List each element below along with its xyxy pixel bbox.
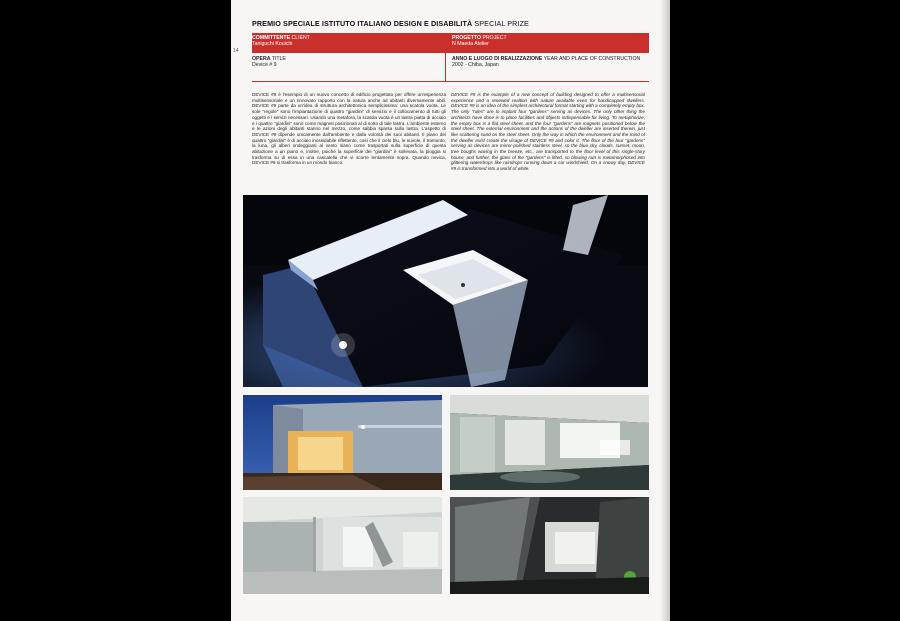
title-suffix: SPECIAL PRIZE	[474, 19, 529, 28]
photo-exterior-evening	[243, 395, 442, 490]
year-label: ANNO E LUOGO DI REALIZZAZIONE YEAR AND PLACE OF CONSTRUCTION	[452, 56, 641, 62]
page-number: 14	[233, 48, 239, 54]
work-field	[252, 56, 286, 68]
work-label: OPERA TITLE	[252, 56, 286, 62]
interior-reflective-image	[450, 395, 649, 490]
interior-white-image	[243, 497, 442, 594]
client-field	[252, 35, 310, 47]
page-title	[252, 19, 529, 28]
main-photo-night-aerial	[243, 195, 648, 387]
work-value: Device # 9	[252, 62, 277, 69]
project-label: PROGETTO PROJECT	[452, 35, 507, 41]
text-column-italian	[252, 92, 446, 166]
night-aerial-image	[243, 195, 648, 387]
exterior-evening-image	[243, 395, 442, 490]
year-value: 2002 - Chiba, Japan	[452, 62, 499, 69]
text-column-english	[451, 92, 645, 172]
info-vertical-divider	[445, 53, 446, 81]
title-main: PREMIO SPECIALE ISTITUTO ITALIANO DESIGN E DISABILITÀ	[252, 19, 473, 28]
year-field	[452, 56, 640, 68]
project-field	[452, 35, 507, 47]
photo-interior-white	[243, 497, 442, 594]
english-body-text: DEVICE #9 is the example of a new concept of building designed to offer a multisensorial experience and a renewed realtion with nature available even for handicapped dwellers. DEVICE #9 is an idea of the simplest architectural format starting with a completely empty box. The only "rules" are to implant four "gardens" serving as devices. The only other thing the architects have done is to place facilities and objects indispensable for living. To metaphorize, the empty box is a flat steel sheet, and the four "gardens" are magnets positioned below the steel sheet. The external environment and the actions of the dweller are inserted therein, just like scattering sand on the steel sheet. Only the way in which the environment and the mind of the dweller exist create the visage of DEVICE #9 and color it. The floor of the four "gardens" serving as devices are mirror-polished stainless steel, so the blue sky, clouds, sunset, moon, tree boughs waving in the breeze, etc., are transported to the floor level of this single-story house, and further, the glass of the "gardens" is lifted, so blowing rain is metamorphosed into glittering waterdrops like raindrops running down a car windshield. On a snowy day, DEVICE #9 is transformed into a world of white.	[451, 92, 645, 172]
page-edge-shadow	[660, 0, 670, 621]
interior-glass-corner-image	[450, 497, 649, 594]
photo-interior-reflective	[450, 395, 649, 490]
info-red-bar	[252, 33, 649, 53]
client-value: Taniguchi Kouichi	[252, 41, 293, 48]
project-value: N Maeda Atelier	[452, 41, 489, 48]
italian-body-text: DEVICE #9 è l'esempio di un nuovo concetto di edificio progettato per offrire un'esperienza multisensoriale e un rinnovato rapporto con la natura anche ad abitanti diversamente abili. DEVICE #9 parte da un'idea di struttura architettonica semplicissima: una scatola vuota. Le sole "regole" sono l'impiantazione di quattro "giardini" di servizio e il collocamento di tutti gli oggetti e i servizi necessari. Usando una metafora, la scatola vuota è un lastra piatta di acciaio e i quattro "giardini" sono come magneti posizionati al di sotto di tale lastra. L'ambiente esterno e le azioni degli abitanti stanno nel mezzo, come sabbia sparsa sulla lastra. L'aspetto di DEVICE #9 dipende unicamente dall'ambiente e dalla volontà dei suoi abitanti. Il piano dei quattro "giardini" è di acciaio inossidabile riflettente, così che il cielo blu, le nuvole, il tramonto, la luna, gli alberi ondeggianti al vento siano come trasportati sulla superficie di questa abitazione a un piano e, inoltre, poiché la superficie dei "giardini" è sollevata, la pioggia si trasforma su di essa in una cascatella che vi scorre lentamente sopra. Quando nevica, DEVICE #9 si trasforma in un mondo bianco.	[252, 92, 446, 166]
client-label: COMMITTENTE CLIENT	[252, 35, 310, 41]
photo-interior-glass-corner	[450, 497, 649, 594]
info-horizontal-divider	[252, 81, 649, 82]
